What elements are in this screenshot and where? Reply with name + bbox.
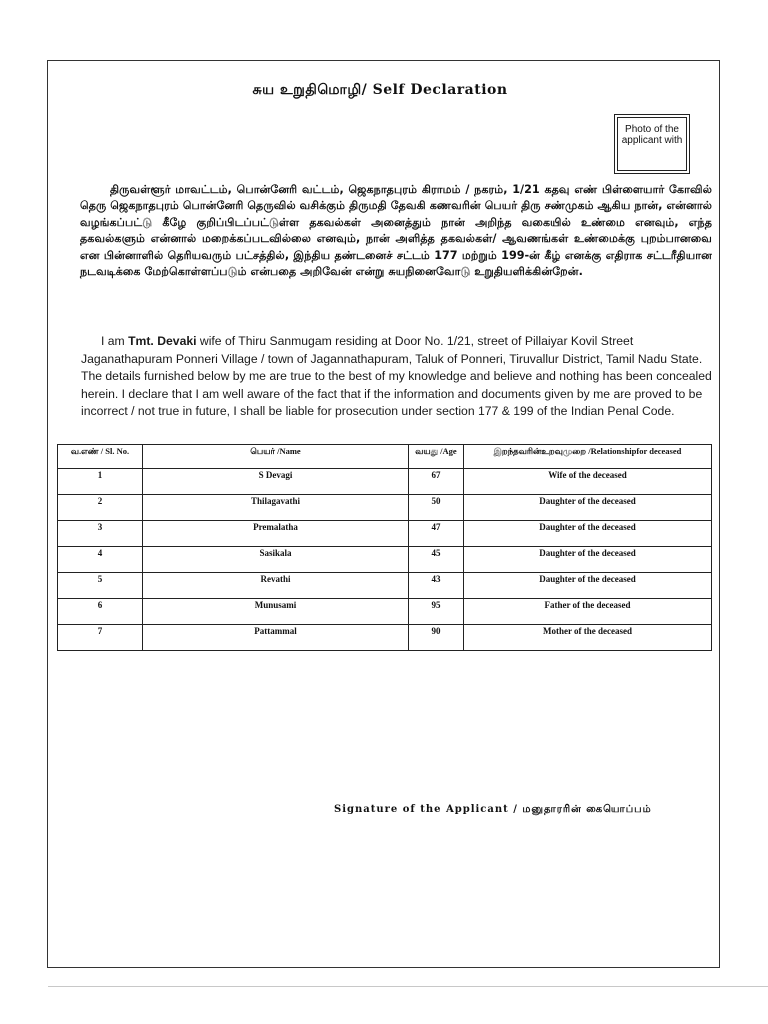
cell-age: 50 [409,495,464,521]
tamil-declaration [80,182,712,280]
cell-sl: 7 [58,625,143,651]
legal-heirs-table [57,444,712,651]
table-row [58,469,712,495]
header-age: வயது /Age [409,445,464,469]
cell-sl: 5 [58,573,143,599]
tamil-declaration-text: திருவள்ளூர் மாவட்டம், பொன்னேரி வட்டம், ஜெகநாதபுரம் கிராமம் / நகரம், 1/21 கதவு எண் பிள்ளையார் கோவில் தெரு ஜெகநாதபுரம் பொன்னேரி தெருவில் வசிக்கும் திருமதி தேவகி கணவரின் பெயர் திரு சண்முகம் ஆகிய நான், என்னால் வழங்கப்பட்டு கீழே குறிப்பிடப்பட்டுள்ள தகவல்கள் அனைத்தும் நான் அறிந்த வகையில் உண்மை எனவும், எந்த தகவல்களும் என்னால் மறைக்கப்படவில்லை எனவும், நான் அளித்த தகவல்கள்/ ஆவணங்கள் உண்மைக்கு புறம்பானவை என பின்னாளில் தெரியவரும் பட்சத்தில், இந்திய தண்டனைச் சட்டம் 177 மற்றும் 199-ன் கீழ் எனக்கு எதிராக சட்டரீதியான நடவடிக்கை மேற்கொள்ளப்படும் என்பதை அறிவேன் என்று சுயநினைவோடு உறுதியளிக்கின்றேன். [80,183,712,279]
signature-line: Signature of the Applicant / மனுதாரரின் கையொப்பம் [334,804,652,815]
cell-relationship: Daughter of the deceased [464,573,712,599]
cell-relationship: Father of the deceased [464,599,712,625]
cell-age: 90 [409,625,464,651]
header-name: பெயர் /Name [143,445,409,469]
english-body: wife of Thiru Sanmugam residing at Door No. 1/21, street of Pillaiyar Kovil Street Jaganathapuram Ponneri Village / town of Jagannathapuram, Taluk of Ponneri, Tiruvallur District, Tamil Nadu State. The details furnished below by me are true to the best of my knowledge and believe and nothing has been concealed herein. I declare that I am well aware of the fact that if the information and documents given by me are proved to be incorrect / not true in future, I shall be liable for prosecution under section 177 & 199 of the Indian Penal Code. [81,334,712,418]
cell-age: 95 [409,599,464,625]
table-header-row [58,445,712,469]
table-row [58,625,712,651]
cell-name: Pattammal [143,625,409,651]
cell-relationship: Mother of the deceased [464,625,712,651]
cell-name: Premalatha [143,521,409,547]
table-row [58,521,712,547]
cell-relationship: Daughter of the deceased [464,547,712,573]
page-bottom-divider [48,986,768,987]
english-declaration-text [81,333,713,421]
cell-sl: 3 [58,521,143,547]
cell-age: 67 [409,469,464,495]
cell-name: S Devagi [143,469,409,495]
applicant-name: Tmt. Devaki [128,334,197,348]
table-row [58,599,712,625]
cell-name: Revathi [143,573,409,599]
header-relationship: இறந்தவரின்உறவுமுறை /Relationshipfor deceased [464,445,712,469]
cell-sl: 4 [58,547,143,573]
cell-name: Munusami [143,599,409,625]
document-title: சுய உறுதிமொழி/ Self Declaration [252,82,508,98]
cell-relationship: Wife of the deceased [464,469,712,495]
cell-age: 43 [409,573,464,599]
cell-sl: 1 [58,469,143,495]
table-row [58,495,712,521]
english-intro: I am [101,334,129,348]
english-declaration [81,333,713,421]
cell-name: Sasikala [143,547,409,573]
cell-sl: 2 [58,495,143,521]
table-row [58,547,712,573]
cell-age: 45 [409,547,464,573]
header-sl-no: வ.எண் / Sl. No. [58,445,143,469]
cell-age: 47 [409,521,464,547]
photo-label: Photo of the applicant with [617,117,687,171]
table-row [58,573,712,599]
cell-name: Thilagavathi [143,495,409,521]
photo-placeholder [614,114,690,174]
cell-relationship: Daughter of the deceased [464,495,712,521]
cell-sl: 6 [58,599,143,625]
cell-relationship: Daughter of the deceased [464,521,712,547]
